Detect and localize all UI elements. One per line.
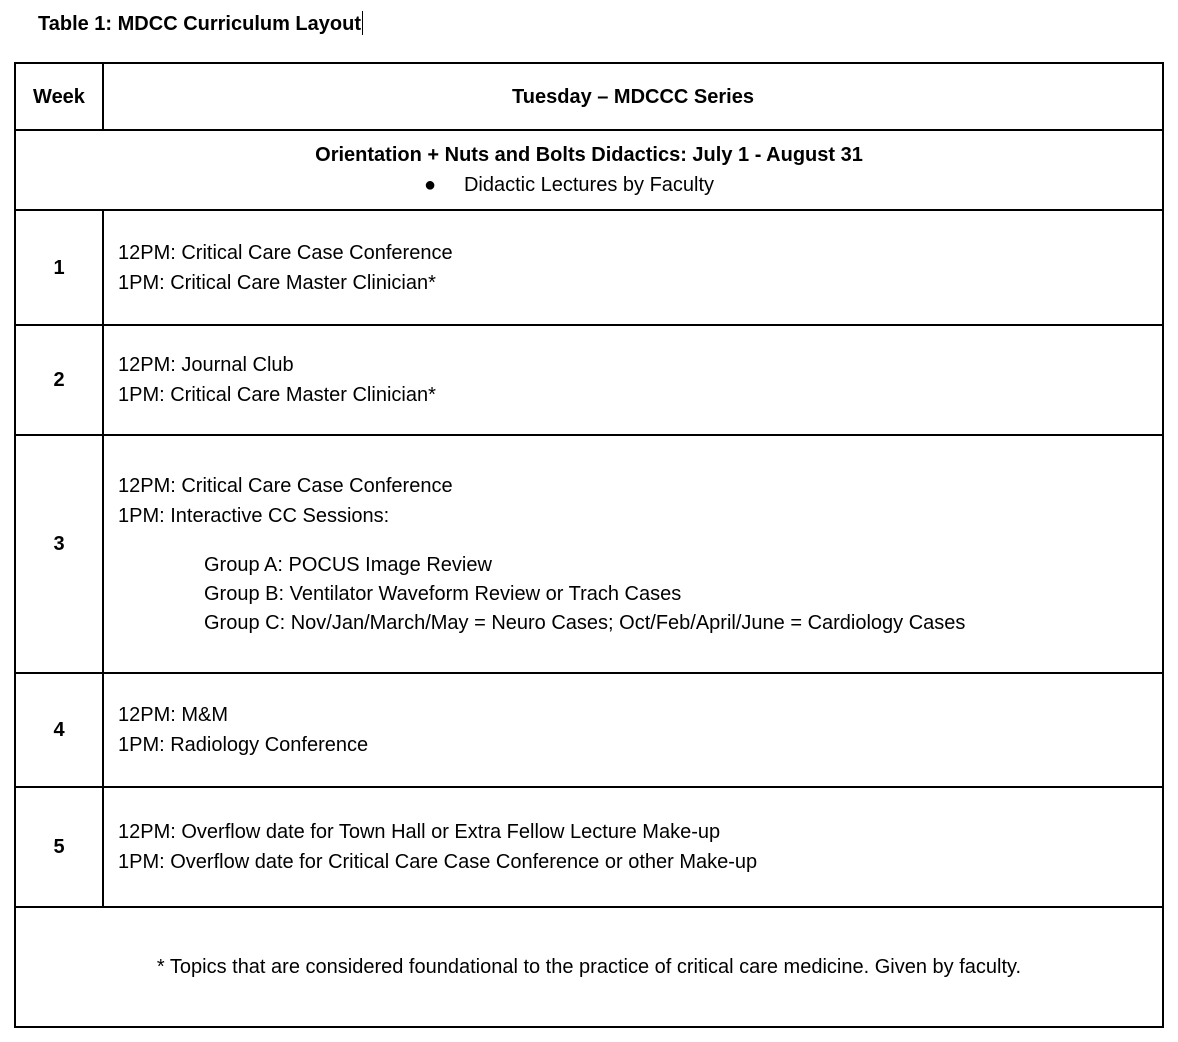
session-group: Group A: POCUS Image Review bbox=[204, 553, 492, 576]
week-number: 5 bbox=[15, 787, 103, 907]
schedule-line: 12PM: Journal Club bbox=[118, 354, 294, 376]
orientation-cell bbox=[15, 130, 1163, 210]
week-schedule bbox=[103, 325, 1163, 435]
table-row bbox=[15, 787, 1163, 907]
curriculum-table bbox=[14, 62, 1164, 1028]
text-cursor bbox=[362, 11, 363, 35]
table-row bbox=[15, 673, 1163, 787]
table-row bbox=[15, 435, 1163, 673]
session-group: Group B: Ventilator Waveform Review or Trach Cases bbox=[204, 582, 682, 605]
series-column-header: Tuesday – MDCCC Series bbox=[103, 63, 1163, 130]
orientation-bullet-text: Didactic Lectures by Faculty bbox=[463, 174, 715, 196]
orientation-row bbox=[15, 130, 1163, 210]
orientation-title: Orientation + Nuts and Bolts Didactics: July 1 - August 31 bbox=[315, 144, 863, 166]
week-number: 2 bbox=[15, 325, 103, 435]
header-row bbox=[15, 63, 1163, 130]
session-groups bbox=[118, 551, 1162, 638]
schedule-line: 1PM: Radiology Conference bbox=[118, 734, 369, 756]
table-row bbox=[15, 325, 1163, 435]
week-schedule bbox=[103, 435, 1163, 673]
week-schedule bbox=[103, 673, 1163, 787]
schedule-line: 12PM: Overflow date for Town Hall or Extra Fellow Lecture Make-up bbox=[118, 821, 721, 843]
table-caption-text: Table 1: MDCC Curriculum Layout bbox=[38, 13, 361, 35]
schedule-line: 12PM: Critical Care Case Conference bbox=[118, 474, 453, 497]
week-schedule bbox=[103, 210, 1163, 325]
footnote-row bbox=[15, 907, 1163, 1027]
table-row bbox=[15, 210, 1163, 325]
session-group: Group C: Nov/Jan/March/May = Neuro Cases; Oct/Feb/April/June = Cardiology Cases bbox=[204, 611, 966, 634]
schedule-line: 1PM: Critical Care Master Clinician* bbox=[118, 384, 436, 406]
table-caption bbox=[38, 10, 363, 38]
schedule-line: 1PM: Critical Care Master Clinician* bbox=[118, 271, 436, 294]
week-number: 3 bbox=[15, 435, 103, 673]
week-number: 4 bbox=[15, 673, 103, 787]
schedule-line: 1PM: Interactive CC Sessions: bbox=[118, 504, 390, 527]
footnote: * Topics that are considered foundational to the practice of critical care medicine. Given by faculty. bbox=[15, 907, 1163, 1027]
week-column-header: Week bbox=[15, 63, 103, 130]
schedule-line: 1PM: Overflow date for Critical Care Case Conference or other Make-up bbox=[118, 851, 758, 873]
schedule-line: 12PM: M&M bbox=[118, 704, 229, 726]
week-number: 1 bbox=[15, 210, 103, 325]
bullet-icon: ● bbox=[423, 174, 437, 196]
schedule-line: 12PM: Critical Care Case Conference bbox=[118, 241, 453, 264]
week-schedule bbox=[103, 787, 1163, 907]
